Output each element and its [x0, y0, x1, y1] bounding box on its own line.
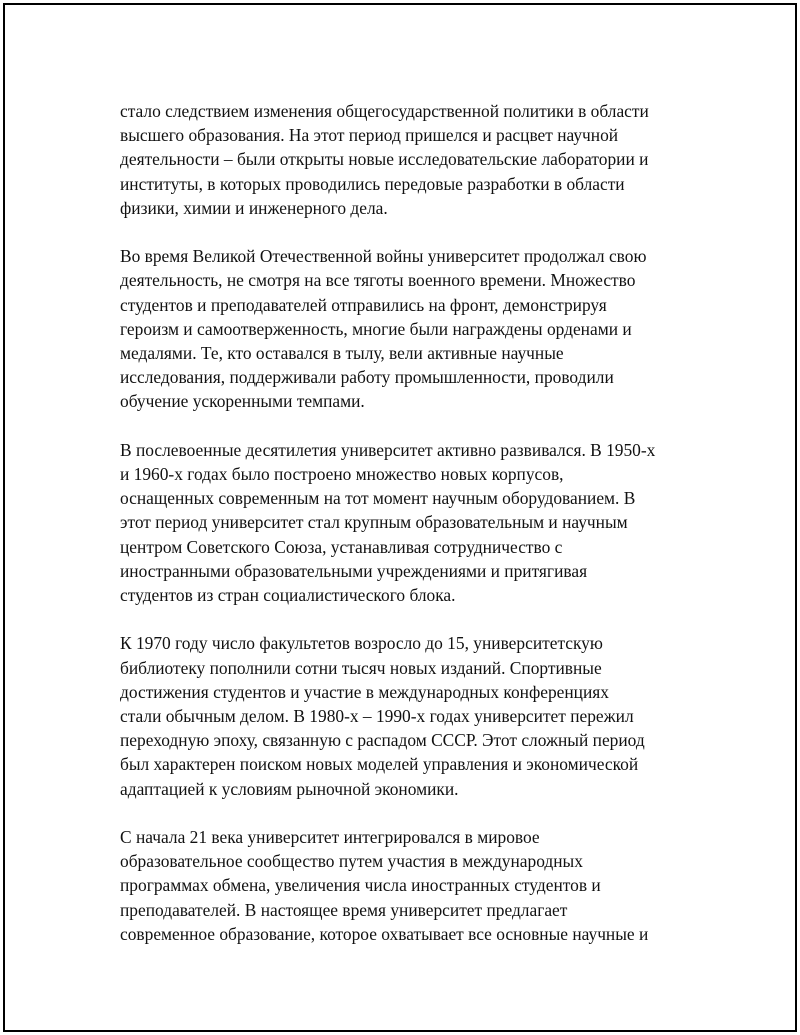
paragraph-3: [120, 438, 700, 607]
text-line: и 1960-х годах было построено множество новых корпусов,: [120, 464, 564, 485]
text-line: В послевоенные десятилетия университет активно развивался. В 1950-х: [120, 439, 656, 460]
text-line: студентов из стран социалистического блока.: [120, 585, 456, 606]
text-line: медалями. Те, кто оставался в тылу, вели активные научные: [120, 343, 564, 364]
text-line: К 1970 году число факультетов возросло до 15, университетскую: [120, 633, 603, 654]
text-line: иностранными образовательными учреждениями и притягивая: [120, 560, 588, 581]
text-line: стали обычным делом. В 1980-х – 1990-х годах университет пережил: [120, 706, 634, 727]
text-line: этот период университет стал крупным образовательным и научным: [120, 512, 628, 533]
text-line: деятельность, не смотря на все тяготы военного времени. Множество: [120, 270, 636, 291]
text-line: центром Советского Союза, устанавливая сотрудничество с: [120, 536, 563, 557]
text-line: обучение ускоренными темпами.: [120, 391, 365, 412]
text-line: образовательное сообщество путем участия в международных: [120, 851, 583, 872]
text-line: переходную эпоху, связанную с распадом СССР. Этот сложный период: [120, 730, 645, 751]
text-line: программах обмена, увеличения числа иностранных студентов и: [120, 875, 601, 896]
document-body: [120, 99, 700, 970]
text-line: преподавателей. В настоящее время университет предлагает: [120, 899, 568, 920]
text-line: библиотеку пополнили сотни тысяч новых изданий. Спортивные: [120, 657, 602, 678]
text-line: стало следствием изменения общегосударственной политики в области: [120, 101, 649, 121]
text-line: адаптацией к условиям рыночной экономики.: [120, 778, 459, 799]
text-line: институты, в которых проводились передовые разработки в области: [120, 173, 625, 194]
text-line: студентов и преподавателей отправились на фронт, демонстрируя: [120, 294, 607, 315]
text-line: оснащенных современным на тот момент научным оборудованием. В: [120, 488, 636, 509]
text-line: Во время Великой Отечественной войны университет продолжал свою: [120, 246, 647, 267]
text-line: был характерен поиском новых моделей управления и экономической: [120, 754, 639, 775]
paragraph-2: [120, 244, 700, 413]
paragraph-1: [120, 99, 700, 220]
text-line: героизм и самоотверженность, многие были награждены орденами и: [120, 318, 632, 339]
text-line: современное образование, которое охватывает все основные научные и: [120, 923, 649, 944]
text-line: достижения студентов и участие в международных конференциях: [120, 681, 609, 702]
paragraph-4: [120, 631, 700, 800]
text-line: С начала 21 века университет интегрировался в мировое: [120, 827, 540, 848]
text-line: деятельности – были открыты новые исследовательские лаборатории и: [120, 149, 649, 170]
text-line: высшего образования. На этот период пришелся и расцвет научной: [120, 125, 619, 146]
text-line: исследования, поддерживали работу промышленности, проводили: [120, 367, 614, 388]
text-line: физики, химии и инженерного дела.: [120, 197, 388, 218]
page-frame: [3, 3, 797, 1032]
paragraph-5: [120, 825, 700, 946]
